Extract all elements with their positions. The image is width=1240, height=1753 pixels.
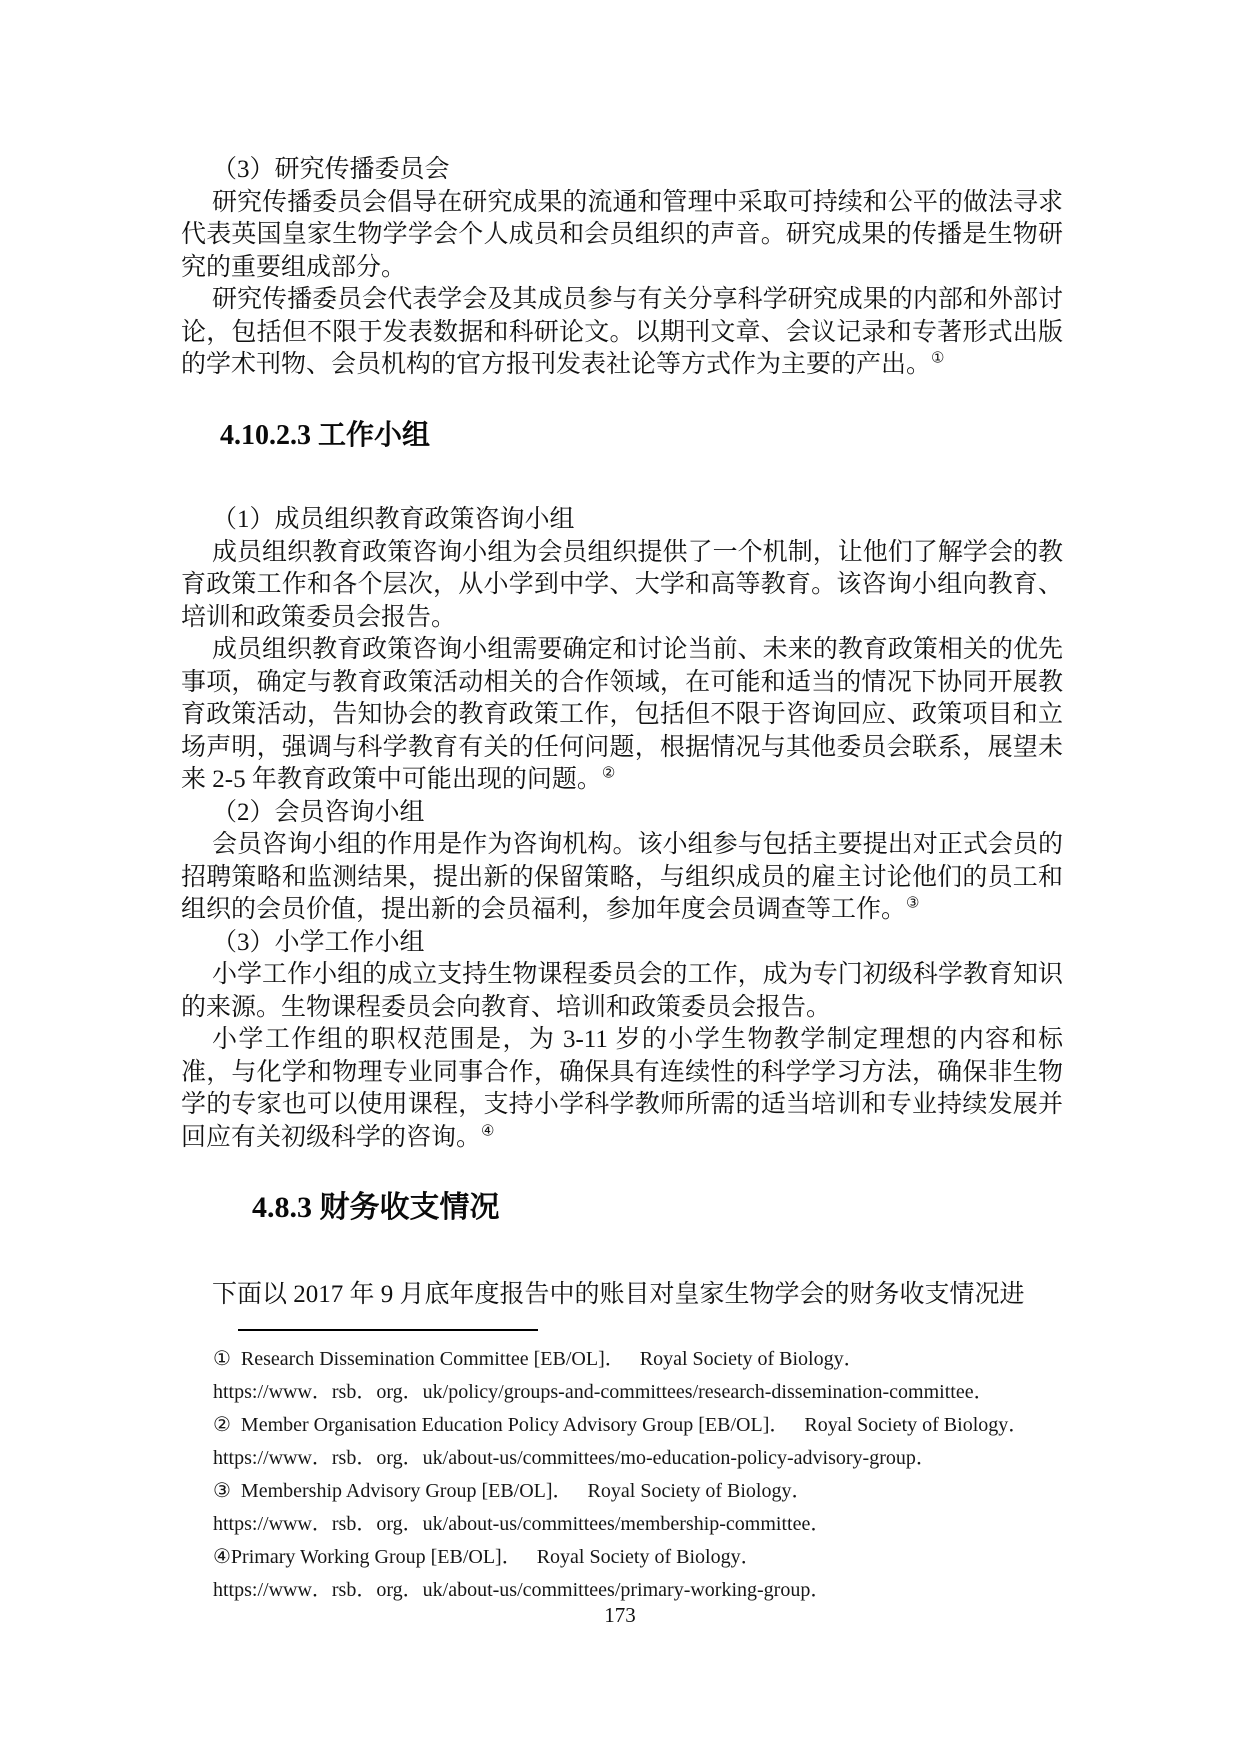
- footnote-url-4: https://www．rsb．org．uk/about-us/committees/primary-working-group．: [213, 1579, 831, 1601]
- paragraph-text: 成员组织教育政策咨询小组为会员组织提供了一个机制，让他们了解学会的教育政策工作和各个层次，从小学到中学、大学和高等教育。该咨询小组向教育、培训和政策委员会报告。: [181, 538, 1063, 631]
- body-paragraph: [181, 284, 1063, 382]
- subheading-primary-working-group: [181, 927, 1063, 960]
- footnote-entry-3: ③ Membership Advisory Group [EB/OL]． Royal Society of Biology．: [213, 1480, 812, 1502]
- subheading-mo-education-policy-advisory-group: [181, 504, 1063, 537]
- page-number: 173: [604, 1603, 636, 1627]
- body-paragraph: [181, 187, 1063, 285]
- section-heading-working-groups: 4.10.2.3 工作小组: [220, 420, 431, 451]
- paragraph-text: （3）小学工作小组: [212, 928, 425, 956]
- footnote-url-2: https://www．rsb．org．uk/about-us/committees/mo-education-policy-advisory-group．: [213, 1447, 936, 1469]
- paragraph-text: 小学工作小组的成立支持生物课程委员会的工作，成为专门初级科学教育知识的来源。生物课程委员会向教育、培训和政策委员会报告。: [181, 961, 1063, 1021]
- paragraph-text: （1）成员组织教育政策咨询小组: [212, 506, 575, 533]
- paragraph-text: （2）会员咨询小组: [212, 798, 425, 826]
- body-paragraph: [181, 634, 1063, 797]
- footnote-ref-1: ①: [931, 350, 945, 367]
- paragraph-text: 小学工作组的职权范围是，为 3-11 岁的小学生物教学制定理想的内容和标准，与化学和物理专业同事合作，确保具有连续性的科学学习方法，确保非生物学的专家也可以使用课程，支持小学科学教师所需的适当培训和专业持续发展并回应有关初级科学的咨询。: [181, 1026, 1063, 1151]
- body-paragraph: [181, 1279, 1063, 1312]
- footnote-ref-2: ②: [601, 765, 616, 782]
- body-paragraph: [181, 959, 1063, 1024]
- footnote-entry-2: ② Member Organisation Education Policy Advisory Group [EB/OL]． Royal Society of Biology．: [213, 1414, 1029, 1436]
- section-heading-finance: 4.8.3 财务收支情况: [252, 1191, 500, 1224]
- body-paragraph: [181, 1024, 1063, 1154]
- subheading-research-dissemination-committee: [181, 154, 1063, 187]
- footnote-ref-4: ④: [481, 1123, 495, 1140]
- body-text-section-1: [181, 154, 1063, 382]
- paragraph-text: 下面以 2017 年 9 月底年度报告中的账目对皇家生物学会的财务收支情况进: [212, 1281, 1025, 1308]
- body-paragraph: [181, 537, 1063, 635]
- footnote-entry-1: ① Research Dissemination Committee [EB/OL]． Royal Society of Biology．: [213, 1348, 864, 1370]
- paragraph-text: （3）研究传播委员会: [212, 156, 450, 183]
- subheading-membership-advisory-group: [181, 797, 1063, 830]
- body-paragraph: [181, 829, 1063, 927]
- footnote-url-3: https://www．rsb．org．uk/about-us/committees/membership-committee．: [213, 1513, 831, 1535]
- body-text-section-3: [181, 1279, 1063, 1312]
- paragraph-text: 研究传播委员会倡导在研究成果的流通和管理中采取可持续和公平的做法寻求代表英国皇家生物学学会个人成员和会员组织的声音。研究成果的传播是生物研究的重要组成部分。: [181, 188, 1063, 281]
- paragraph-text: 成员组织教育政策咨询小组需要确定和讨论当前、未来的教育政策相关的优先事项，确定与教育政策活动相关的合作领域，在可能和适当的情况下协同开展教育政策活动，告知协会的教育政策工作，包括但不限于咨询回应、政策项目和立场声明，强调与科学教育有关的任何问题，根据情况与其他委员会联系，展望未来 2-5 年教育政策中可能出现的问题。: [181, 636, 1063, 793]
- paragraph-text: 会员咨询小组的作用是作为咨询机构。该小组参与包括主要提出对正式会员的招聘策略和监测结果，提出新的保留策略，与组织成员的雇主讨论他们的员工和组织的会员价值，提出新的会员福利，参加年度会员调查等工作。: [181, 831, 1063, 923]
- footnotes-section: [181, 1329, 1063, 1607]
- paragraph-text: 研究传播委员会代表学会及其成员参与有关分享科学研究成果的内部和外部讨论，包括但不限于发表数据和科研论文。以期刊文章、会议记录和专著形式出版的学术刊物、会员机构的官方报刊发表社论等方式作为主要的产出。: [181, 286, 1063, 378]
- footnote-separator: [238, 1329, 538, 1331]
- body-text-section-2: [181, 504, 1063, 1154]
- footnote-ref-3: ③: [906, 895, 920, 912]
- footnote-url-1: https://www．rsb．org．uk/policy/groups-and-committees/research-dissemination-committee．: [213, 1381, 994, 1403]
- footnote-entry-4: ④Primary Working Group [EB/OL]． Royal Society of Biology．: [213, 1546, 761, 1568]
